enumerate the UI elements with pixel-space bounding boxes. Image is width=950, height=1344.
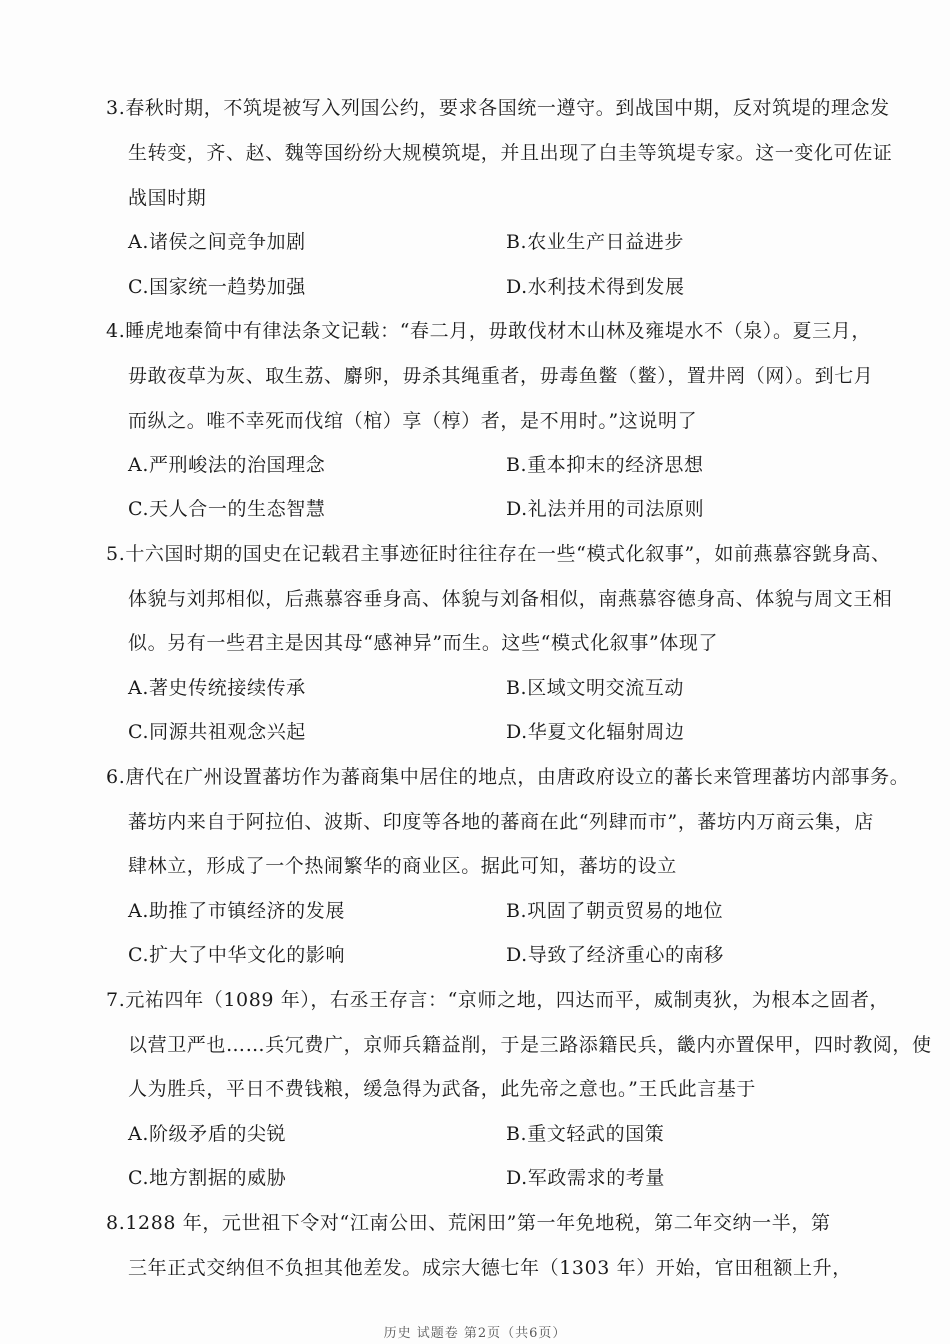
q5-option-b: B.区域文明交流互动	[506, 677, 685, 699]
q3-stem-line-3: 战国时期	[128, 187, 207, 209]
q7-option-c: C.地方割据的威胁	[128, 1167, 287, 1189]
q4-option-d: D.礼法并用的司法原则	[506, 498, 705, 520]
page-footer: 历史 试题卷 第2页（共6页）	[383, 1326, 567, 1341]
q3-option-a: A.诸侯之间竞争加剧	[128, 231, 306, 253]
q3-stem-line-2: 生转变，齐、赵、魏等国纷纷大规模筑堤，并且出现了白圭等筑堤专家。这一变化可佐证	[128, 142, 893, 164]
q4-option-a: A.严刑峻法的治国理念	[128, 454, 326, 476]
q4-stem-line-2: 毋敢夜草为灰、取生荔、麝卵，毋杀其绳重者，毋毒鱼鳖（鳖），置井罔（网）。到七月	[128, 365, 874, 387]
q4-stem-line-1: 4.睡虎地秦简中有律法条文记载：“春二月，毋敢伐材木山林及雍堤水不（泉）。夏三月，	[106, 320, 871, 342]
q8-stem-line-2: 三年正式交纳但不负担其他差发。成宗大德七年（1303 年）开始，官田租额上升，	[128, 1257, 852, 1279]
q8-stem-line-1: 8.1288 年，元世祖下令对“江南公田、荒闲田”第一年免地税，第二年交纳一半，第	[106, 1212, 831, 1234]
q5-option-a: A.著史传统接续传承	[128, 677, 306, 699]
q6-option-c: C.扩大了中华文化的影响	[128, 944, 346, 966]
q6-option-a: A.助推了市镇经济的发展	[128, 900, 345, 922]
q7-stem-line-1: 7.元祐四年（1089 年），右丞王存言：“京师之地，四达而平，威制夷狄，为根本之固者，	[106, 989, 890, 1011]
q4-option-b: B.重本抑末的经济思想	[506, 454, 704, 476]
q5-stem-line-1: 5.十六国时期的国史在记载君主事迹征时往往存在一些“模式化叙事”，如前燕慕容皝身高、	[106, 543, 891, 565]
q7-option-d: D.军政需求的考量	[506, 1167, 665, 1189]
q5-stem-line-3: 似。另有一些君主是因其母“感神异”而生。这些“模式化叙事”体现了	[128, 632, 719, 654]
q6-stem-line-1: 6.唐代在广州设置蕃坊作为蕃商集中居住的地点，由唐政府设立的蕃长来管理蕃坊内部事务。	[106, 766, 910, 788]
q6-option-b: B.巩固了朝贡贸易的地位	[506, 900, 724, 922]
q5-option-c: C.同源共祖观念兴起	[128, 721, 306, 743]
q7-option-a: A.阶级矛盾的尖锐	[128, 1123, 287, 1145]
q4-option-c: C.天人合一的生态智慧	[128, 498, 326, 520]
q5-stem-line-2: 体貌与刘邦相似，后燕慕容垂身高、体貌与刘备相似，南燕慕容德身高、体貌与周文王相	[128, 588, 893, 610]
q6-option-d: D.导致了经济重心的南移	[506, 944, 724, 966]
q3-option-c: C.国家统一趋势加强	[128, 276, 306, 298]
q4-stem-line-3: 而纵之。唯不幸死而伐绾（棺）享（椁）者，是不用时。”这说明了	[128, 410, 698, 432]
q7-stem-line-3: 人为胜兵，平日不费钱粮，缓急得为武备，此先帝之意也。”王氏此言基于	[128, 1078, 757, 1100]
q7-option-b: B.重文轻武的国策	[506, 1123, 665, 1145]
q3-option-d: D.水利技术得到发展	[506, 276, 685, 298]
q6-stem-line-3: 肆林立，形成了一个热闹繁华的商业区。据此可知，蕃坊的设立	[128, 855, 677, 877]
q3-stem-line-1: 3.春秋时期，不筑堤被写入列国公约，要求各国统一遵守。到战国中期，反对筑堤的理念发	[106, 97, 890, 119]
q5-option-d: D.华夏文化辐射周边	[506, 721, 685, 743]
q7-stem-line-2: 以营卫严也……兵冗费广，京师兵籍益削，于是三路添籍民兵，畿内亦置保甲，四时教阅，使	[128, 1034, 932, 1056]
q3-option-b: B.农业生产日益进步	[506, 231, 685, 253]
q6-stem-line-2: 蕃坊内来自于阿拉伯、波斯、印度等各地的蕃商在此“列肆而市”，蕃坊内万商云集，店	[128, 811, 874, 833]
